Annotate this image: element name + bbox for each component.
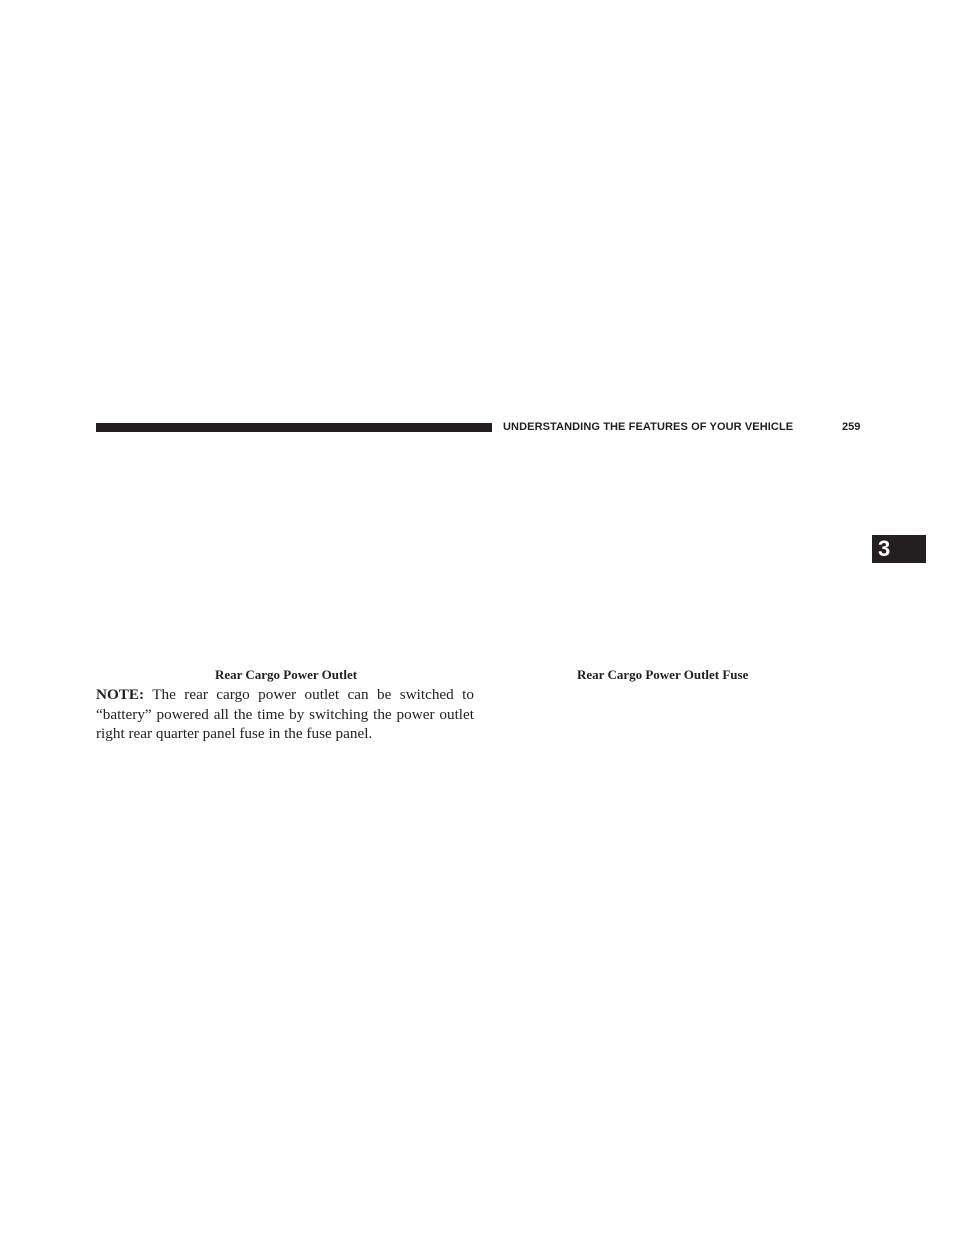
note-paragraph [96,685,474,744]
figure-caption-left: Rear Cargo Power Outlet [214,667,358,682]
rear-cargo-power-outlet-figure [96,445,492,660]
header-rule [96,423,492,432]
note-text: The rear cargo power outlet can be switched to “battery” powered all the time by switching the power outlet right rear quarter panel fuse in the fuse panel. [96,686,474,742]
running-header-title: UNDERSTANDING THE FEATURES OF YOUR VEHICLE [503,421,794,433]
rear-cargo-power-outlet-fuse-figure [503,445,863,660]
note-label: NOTE: [96,686,145,703]
page-number: 259 [842,421,861,433]
chapter-tab: 3 [872,535,926,563]
figure-caption-right: Rear Cargo Power Outlet Fuse [577,667,749,682]
